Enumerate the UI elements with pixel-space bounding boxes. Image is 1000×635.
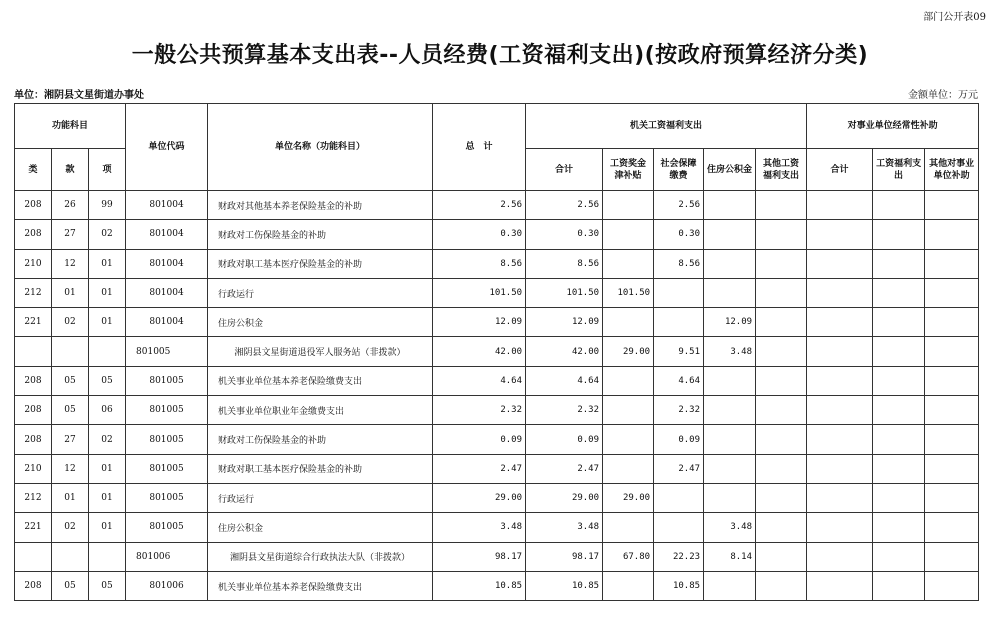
- cell-lei: 208: [15, 425, 52, 454]
- cell-org-wage-bonus: [603, 513, 654, 542]
- cell-unit-code: 801005: [126, 513, 208, 542]
- cell-org-housing: 3.48: [704, 337, 756, 366]
- cell-inst-other: [925, 542, 979, 571]
- cell-inst-other: [925, 513, 979, 542]
- cell-inst-total: [807, 191, 873, 220]
- header-org-wage: 机关工资福利支出: [526, 104, 807, 149]
- header-unit-name: 单位名称（功能科目）: [208, 104, 433, 191]
- cell-org-wage-bonus: [603, 425, 654, 454]
- cell-org-total: 29.00: [526, 483, 603, 512]
- cell-org-total: 0.30: [526, 220, 603, 249]
- cell-unit-code: 801004: [126, 278, 208, 307]
- cell-unit-name: 湘阴县文星街道综合行政执法大队（非拨款）: [208, 542, 433, 571]
- cell-inst-total: [807, 308, 873, 337]
- cell-lei: 212: [15, 483, 52, 512]
- cell-xiang: 01: [89, 249, 126, 278]
- cell-inst-total: [807, 483, 873, 512]
- cell-unit-name: 机关事业单位基本养老保险缴费支出: [208, 571, 433, 600]
- cell-inst-wage: [873, 571, 925, 600]
- cell-kuan: 12: [52, 249, 89, 278]
- cell-total: 4.64: [433, 366, 526, 395]
- table-row: [15, 542, 979, 571]
- header-org-wage-bonus: 工资奖金津补贴: [603, 149, 654, 191]
- cell-inst-other: [925, 337, 979, 366]
- cell-unit-name: 行政运行: [208, 278, 433, 307]
- cell-inst-other: [925, 396, 979, 425]
- cell-inst-wage: [873, 308, 925, 337]
- cell-org-wage-bonus: [603, 220, 654, 249]
- cell-org-social: 4.64: [654, 366, 704, 395]
- form-code: 部门公开表09: [923, 12, 986, 23]
- cell-unit-code: 801005: [126, 396, 208, 425]
- cell-xiang: 01: [89, 308, 126, 337]
- header-kuan: 款: [52, 149, 89, 191]
- header-org-housing: 住房公积金: [704, 149, 756, 191]
- cell-inst-wage: [873, 366, 925, 395]
- cell-org-other: [756, 542, 807, 571]
- page-title: 一般公共预算基本支出表--人员经费(工资福利支出)(按政府预算经济分类): [131, 43, 869, 68]
- cell-org-other: [756, 425, 807, 454]
- cell-org-housing: [704, 571, 756, 600]
- cell-inst-other: [925, 278, 979, 307]
- table-row: [15, 454, 979, 483]
- cell-org-housing: 3.48: [704, 513, 756, 542]
- cell-inst-total: [807, 366, 873, 395]
- cell-xiang: [89, 337, 126, 366]
- cell-org-other: [756, 483, 807, 512]
- cell-inst-other: [925, 483, 979, 512]
- cell-org-other: [756, 191, 807, 220]
- cell-lei: [15, 337, 52, 366]
- cell-total: 2.47: [433, 454, 526, 483]
- header-xiang: 项: [89, 149, 126, 191]
- cell-inst-other: [925, 571, 979, 600]
- cell-lei: 221: [15, 308, 52, 337]
- cell-kuan: [52, 542, 89, 571]
- cell-org-wage-bonus: [603, 366, 654, 395]
- cell-inst-wage: [873, 483, 925, 512]
- cell-xiang: 01: [89, 483, 126, 512]
- cell-total: 2.56: [433, 191, 526, 220]
- cell-org-housing: [704, 249, 756, 278]
- cell-org-total: 2.56: [526, 191, 603, 220]
- cell-org-social: 22.23: [654, 542, 704, 571]
- cell-inst-other: [925, 454, 979, 483]
- cell-inst-total: [807, 425, 873, 454]
- budget-table: [14, 103, 979, 601]
- cell-kuan: 05: [52, 396, 89, 425]
- cell-unit-code: 801005: [126, 425, 208, 454]
- cell-lei: 208: [15, 366, 52, 395]
- cell-org-social: 10.85: [654, 571, 704, 600]
- header-inst-subsidy: 对事业单位经常性补助: [807, 104, 979, 149]
- cell-org-wage-bonus: [603, 308, 654, 337]
- cell-total: 0.30: [433, 220, 526, 249]
- cell-xiang: [89, 542, 126, 571]
- cell-org-social: [654, 308, 704, 337]
- cell-org-total: 8.56: [526, 249, 603, 278]
- cell-inst-wage: [873, 191, 925, 220]
- cell-total: 8.56: [433, 249, 526, 278]
- cell-org-social: [654, 278, 704, 307]
- cell-lei: 210: [15, 249, 52, 278]
- cell-org-wage-bonus: 29.00: [603, 337, 654, 366]
- cell-total: 3.48: [433, 513, 526, 542]
- cell-org-wage-bonus: 67.80: [603, 542, 654, 571]
- cell-org-housing: [704, 278, 756, 307]
- header-lei: 类: [15, 149, 52, 191]
- cell-org-total: 3.48: [526, 513, 603, 542]
- cell-unit-code: 801005: [126, 337, 208, 366]
- cell-unit-name: 财政对工伤保险基金的补助: [208, 425, 433, 454]
- cell-unit-name: 机关事业单位职业年金缴费支出: [208, 396, 433, 425]
- cell-inst-other: [925, 425, 979, 454]
- cell-inst-wage: [873, 249, 925, 278]
- header-org-total: 合计: [526, 149, 603, 191]
- cell-unit-code: 801005: [126, 454, 208, 483]
- cell-inst-wage: [873, 542, 925, 571]
- cell-org-wage-bonus: 29.00: [603, 483, 654, 512]
- cell-unit-name: 住房公积金: [208, 308, 433, 337]
- cell-unit-code: 801005: [126, 366, 208, 395]
- cell-org-total: 4.64: [526, 366, 603, 395]
- cell-xiang: 01: [89, 454, 126, 483]
- table-row: [15, 396, 979, 425]
- cell-org-housing: [704, 396, 756, 425]
- cell-org-housing: [704, 220, 756, 249]
- cell-inst-wage: [873, 337, 925, 366]
- cell-org-housing: 8.14: [704, 542, 756, 571]
- cell-lei: 210: [15, 454, 52, 483]
- cell-total: 101.50: [433, 278, 526, 307]
- cell-total: 12.09: [433, 308, 526, 337]
- table-row: [15, 278, 979, 307]
- cell-org-social: [654, 513, 704, 542]
- cell-org-other: [756, 396, 807, 425]
- cell-org-other: [756, 220, 807, 249]
- cell-lei: [15, 542, 52, 571]
- cell-lei: 208: [15, 191, 52, 220]
- cell-org-wage-bonus: 101.50: [603, 278, 654, 307]
- table-row: [15, 366, 979, 395]
- cell-total: 42.00: [433, 337, 526, 366]
- table-row: [15, 483, 979, 512]
- cell-kuan: 02: [52, 513, 89, 542]
- cell-total: 10.85: [433, 571, 526, 600]
- cell-lei: 212: [15, 278, 52, 307]
- cell-inst-wage: [873, 425, 925, 454]
- cell-org-social: 0.30: [654, 220, 704, 249]
- cell-org-social: 2.47: [654, 454, 704, 483]
- cell-org-total: 2.32: [526, 396, 603, 425]
- table-row: [15, 571, 979, 600]
- cell-lei: 208: [15, 396, 52, 425]
- cell-org-social: 2.56: [654, 191, 704, 220]
- table-row: [15, 425, 979, 454]
- cell-org-social: 9.51: [654, 337, 704, 366]
- cell-inst-wage: [873, 454, 925, 483]
- cell-org-housing: [704, 454, 756, 483]
- cell-unit-name: 财政对职工基本医疗保险基金的补助: [208, 249, 433, 278]
- cell-unit-name: 财政对职工基本医疗保险基金的补助: [208, 454, 433, 483]
- cell-inst-wage: [873, 220, 925, 249]
- header-org-other: 其他工资福利支出: [756, 149, 807, 191]
- cell-unit-name: 行政运行: [208, 483, 433, 512]
- cell-org-total: 10.85: [526, 571, 603, 600]
- cell-org-housing: [704, 191, 756, 220]
- cell-unit-code: 801004: [126, 191, 208, 220]
- cell-org-housing: 12.09: [704, 308, 756, 337]
- header-unit-code: 单位代码: [126, 104, 208, 191]
- table-row: [15, 220, 979, 249]
- cell-inst-other: [925, 249, 979, 278]
- header-total: 总 计: [433, 104, 526, 191]
- cell-org-other: [756, 249, 807, 278]
- cell-unit-code: 801006: [126, 571, 208, 600]
- cell-org-wage-bonus: [603, 571, 654, 600]
- cell-org-wage-bonus: [603, 396, 654, 425]
- cell-kuan: 05: [52, 571, 89, 600]
- cell-org-other: [756, 513, 807, 542]
- cell-xiang: 99: [89, 191, 126, 220]
- cell-unit-code: 801006: [126, 542, 208, 571]
- cell-unit-code: 801004: [126, 220, 208, 249]
- cell-inst-wage: [873, 396, 925, 425]
- cell-kuan: 26: [52, 191, 89, 220]
- header-inst-other: 其他对事业单位补助: [925, 149, 979, 191]
- cell-org-housing: [704, 483, 756, 512]
- cell-org-total: 12.09: [526, 308, 603, 337]
- cell-org-social: [654, 483, 704, 512]
- cell-org-total: 42.00: [526, 337, 603, 366]
- cell-org-social: 2.32: [654, 396, 704, 425]
- cell-inst-total: [807, 454, 873, 483]
- cell-unit-code: 801004: [126, 308, 208, 337]
- cell-xiang: 01: [89, 513, 126, 542]
- cell-inst-other: [925, 366, 979, 395]
- table-row: [15, 513, 979, 542]
- cell-org-total: 101.50: [526, 278, 603, 307]
- cell-inst-total: [807, 571, 873, 600]
- header-inst-wage: 工资福利支出: [873, 149, 925, 191]
- cell-xiang: 02: [89, 425, 126, 454]
- cell-org-social: 8.56: [654, 249, 704, 278]
- cell-unit-name: 机关事业单位基本养老保险缴费支出: [208, 366, 433, 395]
- header-org-social: 社会保障缴费: [654, 149, 704, 191]
- cell-xiang: 05: [89, 366, 126, 395]
- table-row: [15, 337, 979, 366]
- cell-total: 98.17: [433, 542, 526, 571]
- cell-org-other: [756, 337, 807, 366]
- table-row: [15, 191, 979, 220]
- cell-kuan: 27: [52, 220, 89, 249]
- cell-total: 2.32: [433, 396, 526, 425]
- cell-inst-total: [807, 249, 873, 278]
- cell-xiang: 06: [89, 396, 126, 425]
- cell-kuan: 27: [52, 425, 89, 454]
- cell-lei: 221: [15, 513, 52, 542]
- cell-kuan: 01: [52, 278, 89, 307]
- cell-xiang: 01: [89, 278, 126, 307]
- header-func-subject: 功能科目: [15, 104, 126, 149]
- cell-inst-total: [807, 542, 873, 571]
- table-row: [15, 308, 979, 337]
- cell-kuan: 02: [52, 308, 89, 337]
- cell-kuan: 01: [52, 483, 89, 512]
- cell-unit-code: 801004: [126, 249, 208, 278]
- cell-org-other: [756, 308, 807, 337]
- cell-kuan: 05: [52, 366, 89, 395]
- cell-total: 0.09: [433, 425, 526, 454]
- cell-unit-name: 财政对工伤保险基金的补助: [208, 220, 433, 249]
- cell-org-housing: [704, 366, 756, 395]
- cell-org-other: [756, 278, 807, 307]
- cell-unit-code: 801005: [126, 483, 208, 512]
- cell-inst-total: [807, 513, 873, 542]
- cell-org-total: 0.09: [526, 425, 603, 454]
- cell-org-other: [756, 571, 807, 600]
- cell-org-social: 0.09: [654, 425, 704, 454]
- cell-org-other: [756, 366, 807, 395]
- cell-unit-name: 住房公积金: [208, 513, 433, 542]
- amount-unit-label: 金额单位：万元: [908, 90, 978, 101]
- cell-unit-name: 湘阴县文星街道退役军人服务站（非拨款）: [208, 337, 433, 366]
- cell-kuan: [52, 337, 89, 366]
- cell-inst-total: [807, 278, 873, 307]
- cell-inst-other: [925, 220, 979, 249]
- cell-lei: 208: [15, 220, 52, 249]
- cell-inst-other: [925, 191, 979, 220]
- cell-org-total: 2.47: [526, 454, 603, 483]
- cell-org-other: [756, 454, 807, 483]
- cell-org-wage-bonus: [603, 249, 654, 278]
- cell-unit-name: 财政对其他基本养老保险基金的补助: [208, 191, 433, 220]
- cell-xiang: 05: [89, 571, 126, 600]
- header-inst-total: 合计: [807, 149, 873, 191]
- cell-inst-total: [807, 220, 873, 249]
- cell-inst-total: [807, 396, 873, 425]
- cell-inst-wage: [873, 513, 925, 542]
- table-body: [15, 191, 979, 601]
- cell-org-wage-bonus: [603, 454, 654, 483]
- cell-total: 29.00: [433, 483, 526, 512]
- unit-label: 单位：湘阴县文星街道办事处: [14, 90, 144, 101]
- cell-inst-wage: [873, 278, 925, 307]
- cell-org-wage-bonus: [603, 191, 654, 220]
- cell-inst-total: [807, 337, 873, 366]
- cell-org-housing: [704, 425, 756, 454]
- cell-lei: 208: [15, 571, 52, 600]
- cell-kuan: 12: [52, 454, 89, 483]
- cell-inst-other: [925, 308, 979, 337]
- cell-xiang: 02: [89, 220, 126, 249]
- cell-org-total: 98.17: [526, 542, 603, 571]
- table-row: [15, 249, 979, 278]
